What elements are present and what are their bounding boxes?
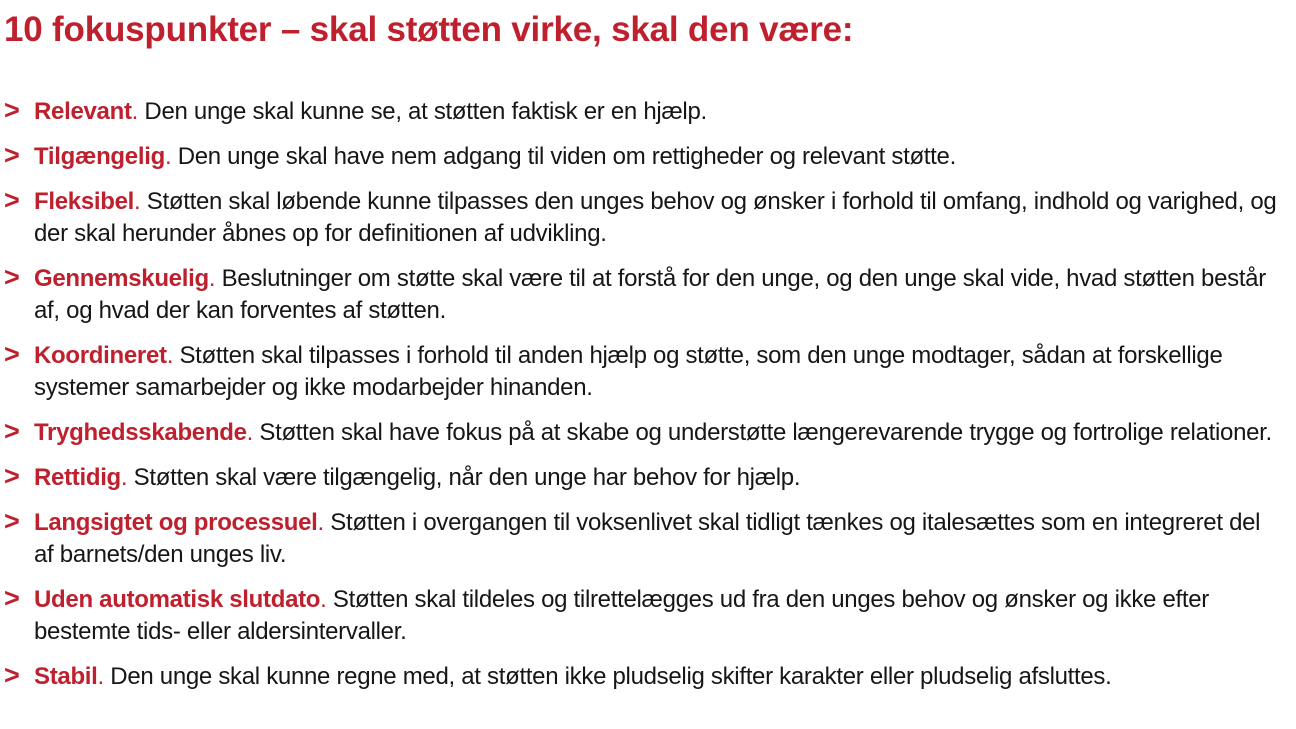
bullet-keyword: Fleksibel: [34, 188, 135, 215]
bullet-text: Den unge skal have nem adgang til viden om rettigheder og relevant støtte.: [177, 143, 956, 170]
chevron-bullet-icon: >: [4, 140, 20, 170]
bullet-keyword-period: .: [246, 419, 253, 446]
list-item: [4, 417, 1284, 449]
bullet-keyword: Relevant: [34, 98, 132, 125]
chevron-bullet-icon: >: [4, 506, 20, 536]
list-item: [4, 584, 1284, 648]
list-item: [4, 340, 1284, 404]
bullet-keyword-period: .: [317, 509, 324, 536]
bullet-keyword: Gennemskuelig: [34, 265, 209, 292]
chevron-bullet-icon: >: [4, 95, 20, 125]
list-item: [4, 141, 1284, 173]
chevron-bullet-icon: >: [4, 416, 20, 446]
bullet-text: Den unge skal kunne regne med, at støtten ikke pludselig skifter karakter eller pludselig afsluttes.: [110, 663, 1112, 690]
bullet-keyword-period: .: [131, 98, 139, 125]
page-title: 10 fokuspunkter – skal støtten virke, skal den være:: [4, 10, 854, 49]
list-item: [4, 507, 1284, 571]
bullet-keyword: Stabil: [34, 663, 98, 690]
bullet-keyword: Rettidig: [34, 464, 121, 491]
bullet-text: Støtten skal være tilgængelig, når den unge har behov for hjælp.: [133, 464, 801, 491]
bullet-keyword: Koordineret: [34, 342, 167, 369]
bullet-list: [4, 96, 1284, 693]
bullet-text: Støtten skal tilpasses i forhold til anden hjælp og støtte, som den unge modtager, sådan at forskellige systemer samarbejder og ikke modarbejder hinanden.: [34, 342, 1223, 401]
bullet-text: Den unge skal kunne se, at støtten faktisk er en hjælp.: [144, 98, 707, 125]
chevron-bullet-icon: >: [4, 262, 20, 292]
list-item: [4, 96, 1284, 128]
chevron-bullet-icon: >: [4, 583, 20, 613]
chevron-bullet-icon: >: [4, 185, 20, 215]
chevron-bullet-icon: >: [4, 660, 20, 690]
bullet-keyword: Tryghedsskabende: [34, 419, 247, 446]
bullet-keyword-period: .: [320, 586, 327, 613]
chevron-bullet-icon: >: [4, 339, 20, 369]
bullet-keyword-period: .: [134, 188, 141, 215]
bullet-text: Støtten skal tildeles og tilrettelægges ud fra den unges behov og ønsker og ikke efter bestemte tids- eller aldersintervaller.: [34, 586, 1209, 645]
bullet-keyword: Uden automatisk slutdato: [34, 586, 321, 613]
bullet-text: Støtten skal have fokus på at skabe og understøtte længerevarende trygge og fortrolige relationer.: [259, 419, 1272, 446]
bullet-keyword-period: .: [164, 143, 172, 170]
chevron-bullet-icon: >: [4, 461, 20, 491]
bullet-keyword: Langsigtet og processuel: [34, 509, 318, 536]
bullet-keyword-period: .: [120, 464, 128, 491]
list-item: [4, 661, 1284, 693]
bullet-text: Beslutninger om støtte skal være til at forstå for den unge, og den unge skal vide, hvad støtten består af, og hvad der kan forventes af støtten.: [34, 265, 1266, 324]
bullet-keyword: Tilgængelig: [34, 143, 165, 170]
bullet-text: Støtten i overgangen til voksenlivet skal tidligt tænkes og italesættes som en integreret del af barnets/den unges liv.: [34, 509, 1261, 568]
bullet-keyword-period: .: [166, 342, 174, 369]
list-item: [4, 462, 1284, 494]
bullet-keyword-period: .: [208, 265, 216, 292]
bullet-text: Støtten skal løbende kunne tilpasses den unges behov og ønsker i forhold til omfang, indhold og varighed, og der skal herunder åbnes op for definitionen af udvikling.: [34, 188, 1277, 247]
list-item: [4, 186, 1284, 250]
bullet-keyword-period: .: [97, 663, 104, 690]
list-item: [4, 263, 1284, 327]
